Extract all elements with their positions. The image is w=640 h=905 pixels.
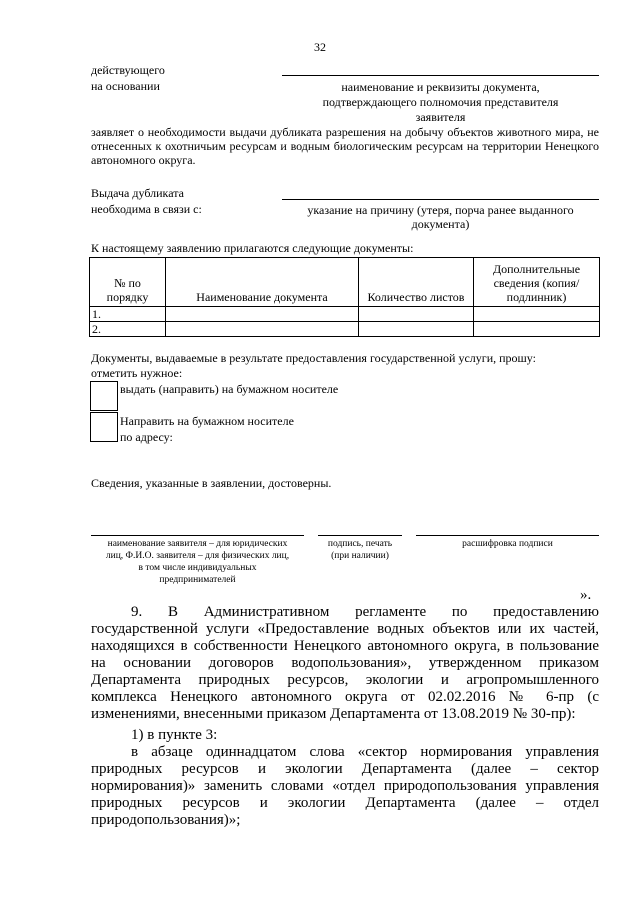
mail-delivery-checkbox[interactable] — [90, 412, 118, 442]
delivery-intro: Документы, выдаваемые в результате предоставления государственной услуги, прошу: — [91, 351, 536, 365]
header-number: № по порядку — [90, 258, 166, 307]
mail-delivery-label-2: по адресу: — [120, 430, 173, 444]
header-document-name: Наименование документа — [166, 258, 359, 307]
applicant-name-line[interactable] — [91, 535, 304, 536]
confirmation-text: Сведения, указанные в заявлении, достоверны. — [91, 476, 332, 490]
delivery-note: отметить нужное: — [91, 366, 183, 380]
representative-caption-2: подтверждающего полномочия представителя — [322, 95, 559, 109]
representative-label-2: на основании — [91, 79, 160, 93]
representative-document-line[interactable] — [282, 75, 599, 76]
amendment-item-1: 1) в пункте 3: — [131, 727, 218, 743]
closing-quote: ». — [580, 587, 592, 603]
applicant-caption-4: предпринимателей — [159, 575, 236, 585]
table-row — [90, 322, 600, 337]
attachments-intro: К настоящему заявлению прилагаются следующие документы: — [91, 241, 414, 255]
row-sheet-count[interactable] — [359, 307, 474, 322]
duplicate-label-1: Выдача дубликата — [91, 186, 184, 200]
signature-decode-line[interactable] — [416, 535, 599, 536]
representative-caption-3: заявителя — [415, 110, 466, 124]
row-number: 1. — [90, 307, 166, 322]
attachments-table — [89, 257, 600, 337]
amendment-paragraph: 9. В Административном регламенте по предоставлению государственной услуги «Предоставление водных объектов или их частей, находящихся в собственности Ненецкого автономного округа, в пользование на основании договоров водопользования», утвержденном приказом Департамента природных ресурсов, экологии и агропромышленного комплекса Ненецкого автономного округа от 02.02.2016 № 6-пр (с изменениями, внесенными приказом Департамента от 13.08.2019 № 30-пр): — [91, 604, 599, 722]
row-document-name[interactable] — [166, 322, 359, 337]
paper-delivery-checkbox[interactable] — [90, 381, 118, 411]
row-additional-info[interactable] — [474, 322, 600, 337]
page-number: 32 — [314, 40, 326, 54]
applicant-caption-3: в том числе индивидуальных — [138, 563, 257, 573]
table-row — [90, 307, 600, 322]
attachments-header-row — [90, 258, 600, 307]
row-additional-info[interactable] — [474, 307, 600, 322]
header-sheet-count: Количество листов — [359, 258, 474, 307]
duplicate-reason-line[interactable] — [282, 199, 599, 200]
representative-caption-1: наименование и реквизиты документа, — [341, 80, 540, 94]
request-paragraph: заявляет о необходимости выдачи дубликата разрешения на добычу объектов животного мира, не отнесенных к охотничьим ресурсам и водным биологическим ресурсам на территории Ненецкого автономного округа. — [91, 125, 599, 167]
applicant-caption-1: наименование заявителя – для юридических — [107, 539, 288, 549]
row-document-name[interactable] — [166, 307, 359, 322]
row-sheet-count[interactable] — [359, 322, 474, 337]
amendment-item-1-text: в абзаце одиннадцатом слова «сектор нормирования управления природных ресурсов и экологии Департамента (далее – сектор нормирования)» заменить словами «отдел природопользования управления природных ресурсов и экологии Департамента (далее – отдел природопользования)»; — [91, 744, 599, 828]
decode-caption: расшифровка подписи — [462, 539, 553, 549]
paper-delivery-label: выдать (направить) на бумажном носителе — [120, 382, 339, 396]
applicant-caption-2: лиц, Ф.И.О. заявителя – для физических лиц, — [105, 551, 290, 561]
mail-delivery-label-1: Направить на бумажном носителе — [120, 414, 294, 428]
duplicate-caption: указание на причину (утеря, порча ранее выданного документа) — [307, 203, 574, 231]
signature-caption-1: подпись, печать — [327, 539, 393, 549]
signature-caption-2: (при наличии) — [331, 551, 389, 561]
representative-label-1: действующего — [91, 63, 165, 77]
duplicate-label-2: необходима в связи с: — [91, 202, 202, 216]
signature-line[interactable] — [318, 535, 402, 536]
header-additional-info: Дополнительные сведения (копия/подлинник) — [474, 258, 600, 307]
row-number: 2. — [90, 322, 166, 337]
